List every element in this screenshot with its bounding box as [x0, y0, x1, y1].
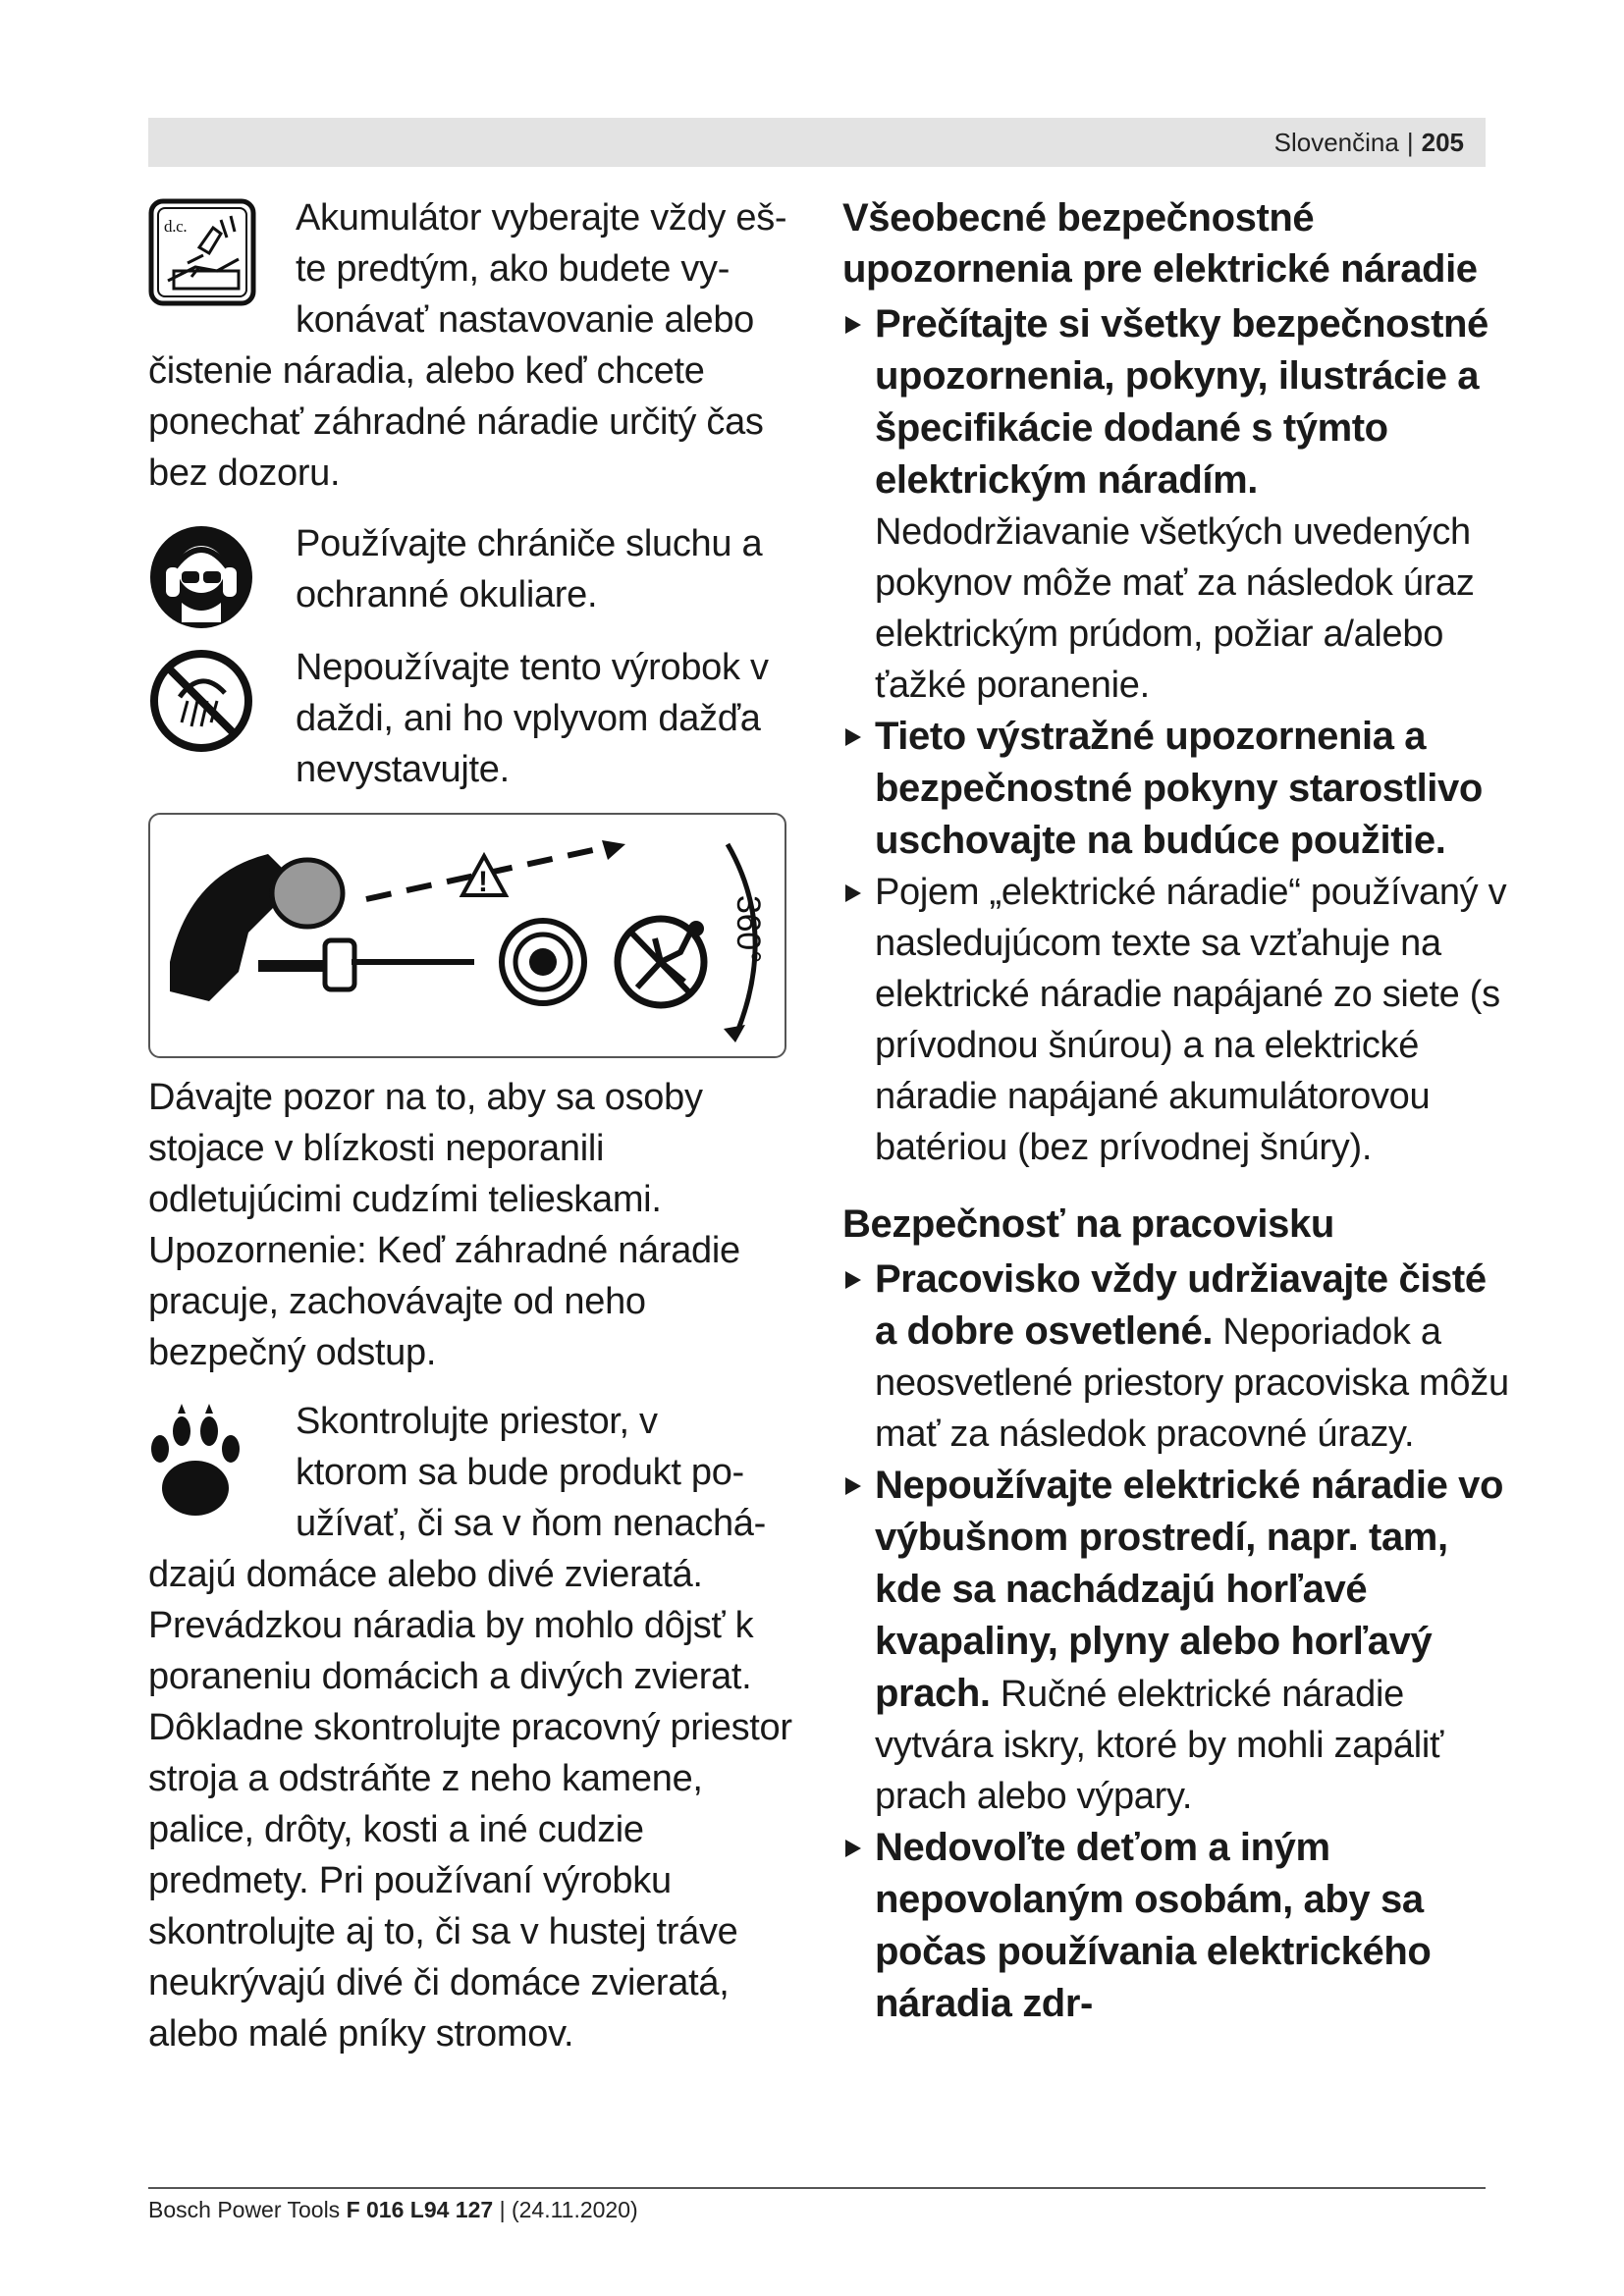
battery-disconnect-icon: [148, 198, 256, 306]
header-language: Slovenčina: [1273, 127, 1399, 157]
svg-text:!: !: [478, 866, 488, 898]
bullet-explosive-atmosphere: [842, 1460, 1510, 1822]
no-rain-icon: [148, 648, 254, 754]
page-footer: [148, 2197, 638, 2223]
footer-date: (24.11.2020): [511, 2197, 638, 2222]
bullet-clean-work-area: [842, 1254, 1510, 1460]
hearing-eye-protection-icon: [148, 524, 254, 630]
bullet-bold-text: Prečítajte si všetky bezpečnostné upozornenia, pokyny, ilustrácie a špecifikácie dodané s týmto elektrickým náradím.: [875, 302, 1489, 502]
paw-icon: [148, 1402, 243, 1520]
footer-code: F 016 L94 127: [346, 2197, 494, 2222]
footer-brand: Bosch Power Tools: [148, 2197, 341, 2222]
battery-line-2: te predtým, ako budete vy-: [296, 248, 731, 290]
animal-rest-text: dzajú domáce alebo divé zvieratá. Prevádzkou náradia by mohlo dôjsť k poraneniu domácich a divých zvierat. Dôkladne skontrolujte pracovný priestor stroja a odstráňte z neho kamene, palice, drôty, kosti a iné cudzie predmety. Pri používaní výrobku skontrolujte aj to, či sa v hustej tráve neukrývajú divé či domáce zvieratá, alebo malé pníky stromov.: [148, 1554, 792, 2055]
bullet-bold-text: Pracovisko vždy udržiavajte čisté a dobre osvetlené.: [875, 1257, 1487, 1353]
bullet-bold-text: Nedovoľte deťom a iným nepovolaným osobám, aby sa počas používania elektrického náradia zdr-: [875, 1826, 1432, 2025]
bullet-marker-icon: [845, 728, 861, 746]
battery-line-1: Akumulátor vyberajte vždy eš-: [296, 197, 787, 239]
bystander-text: Dávajte pozor na to, aby sa osoby stojace v blízkosti neporanili odletujúcimi cudzími telieskami.: [148, 1077, 703, 1220]
bullet-marker-icon: [845, 884, 861, 902]
bullet-marker-icon: [845, 1840, 861, 1857]
header-separator: |: [1406, 127, 1414, 157]
animal-notice: [148, 1396, 796, 2059]
heading-work-area-safety: Bezpečnosť na pracovisku: [842, 1202, 1334, 1246]
right-column: [842, 192, 1510, 2030]
protection-text: Používajte chrániče sluchu a ochranné okuliare.: [296, 523, 763, 615]
bullet-marker-icon: [845, 316, 861, 334]
bullet-marker-icon: [845, 1477, 861, 1495]
angle-label: 360°: [730, 895, 767, 964]
protection-notice: [148, 518, 796, 620]
animal-line-1: Skontrolujte priestor, v: [296, 1401, 658, 1442]
distance-text: Upozornenie: Keď záhradné náradie pracuje, zachovávajte od neho bezpečný odstup.: [148, 1230, 740, 1373]
bullet-text: Neporiadok a neosvetlené priestory pracoviska môžu mať za následok pracovné úrazy.: [875, 1311, 1509, 1455]
page-header: [148, 118, 1486, 167]
battery-icon-label: d.c.: [164, 217, 188, 236]
bullet-read-warnings: [842, 298, 1510, 711]
bullet-text: Ručné elektrické náradie vytvára iskry, ktoré by mohli zapáliť prach alebo výpary.: [875, 1674, 1443, 1817]
battery-line-3: konávať nastavovanie alebo: [296, 299, 755, 341]
animal-line-3: užívať, či sa v ňom nenachá-: [296, 1503, 766, 1544]
bullet-text: Pojem „elektrické náradie“ používaný v nasledujúcom texte sa vzťahuje na elektrické náradie napájané zo siete (s prívodnou šnúrou) a na elektrické náradie napájané akumulátorovou batériou (bez prívodnej šnúry).: [875, 872, 1507, 1168]
bullet-bold-text: Nepoužívajte elektrické náradie vo výbušnom prostredí, napr. tam, kde sa nachádzajú horľavé kvapaliny, plyny alebo horľavý prach.: [875, 1464, 1504, 1715]
bullet-keep-children-away: [842, 1822, 1510, 2030]
bullet-bold-text: Tieto výstražné upozornenia a bezpečnostné pokyny starostlivo uschovajte na budúce použitie.: [875, 715, 1483, 862]
rain-text: Nepoužívajte tento výrobok v daždi, ani ho vplyvom dažďa nevystavujte.: [296, 647, 769, 790]
left-column: [148, 192, 796, 2059]
page-number: 205: [1421, 127, 1464, 157]
heading-general-safety: Všeobecné bezpečnostné upozornenia pre elektrické náradie: [842, 196, 1478, 291]
bullet-text: Nedodržiavanie všetkých uvedených pokynov môže mať za následok úraz elektrickým prúdom, požiar a/alebo ťažké poranenie.: [875, 511, 1475, 706]
battery-rest-text: čistenie náradia, alebo keď chcete ponechať záhradné náradie určitý čas bez dozoru.: [148, 350, 764, 494]
footer-divider: [148, 2187, 1486, 2189]
bullet-marker-icon: [845, 1271, 861, 1289]
animal-line-2: ktorom sa bude produkt po-: [296, 1452, 744, 1493]
battery-notice: [148, 192, 796, 499]
bullet-keep-instructions: [842, 711, 1510, 867]
bystander-warning-illustration: [150, 815, 785, 1056]
bullet-power-tool-term: [842, 867, 1510, 1173]
bystander-warning-figure: [148, 813, 786, 1058]
rain-notice: [148, 642, 796, 795]
footer-separator: |: [499, 2197, 506, 2222]
